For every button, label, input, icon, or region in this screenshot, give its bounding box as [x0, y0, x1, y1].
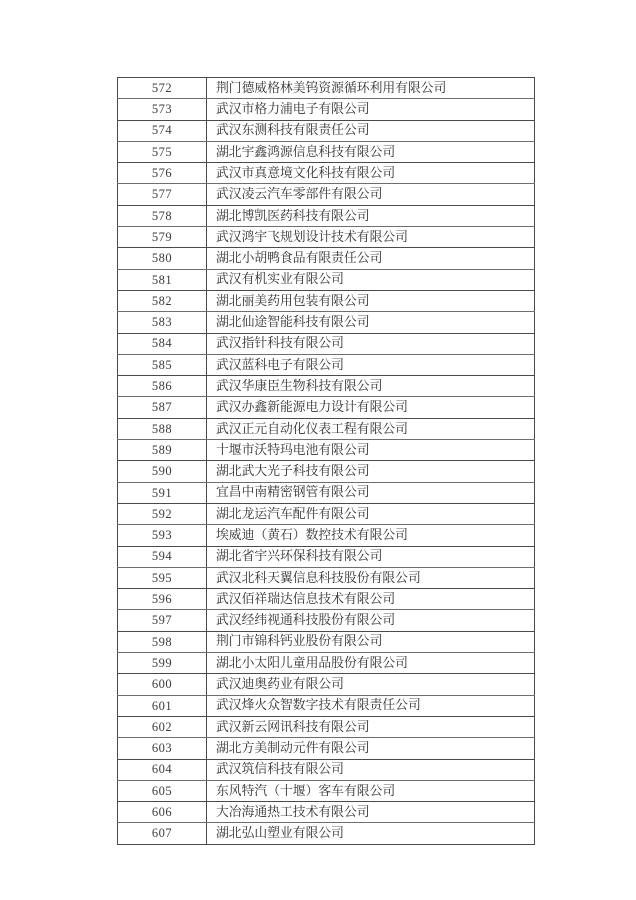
row-number-cell: 593: [118, 525, 207, 546]
company-name-cell: 武汉东测科技有限责任公司: [207, 120, 535, 141]
company-name-cell: 武汉市格力浦电子有限公司: [207, 99, 535, 120]
company-name-cell: 武汉指针科技有限公司: [207, 333, 535, 354]
company-name-cell: 武汉凌云汽车零部件有限公司: [207, 184, 535, 205]
row-number-cell: 584: [118, 333, 207, 354]
row-number-cell: 582: [118, 290, 207, 311]
row-number-cell: 587: [118, 397, 207, 418]
row-number-cell: 592: [118, 503, 207, 524]
row-number-cell: 607: [118, 823, 207, 844]
table-row: [118, 418, 535, 439]
company-name-cell: 武汉有机实业有限公司: [207, 269, 535, 290]
table-row: [118, 695, 535, 716]
row-number-cell: 606: [118, 802, 207, 823]
table-row: [118, 376, 535, 397]
table-row: [118, 802, 535, 823]
row-number-cell: 591: [118, 482, 207, 503]
row-number-cell: 603: [118, 738, 207, 759]
row-number-cell: 604: [118, 759, 207, 780]
company-name-cell: 武汉华康臣生物科技有限公司: [207, 376, 535, 397]
row-number-cell: 595: [118, 567, 207, 588]
row-number-cell: 597: [118, 610, 207, 631]
table-row: [118, 589, 535, 610]
company-name-cell: 荆门德威格林美钨资源循环利用有限公司: [207, 78, 535, 99]
table-row: [118, 653, 535, 674]
row-number-cell: 590: [118, 461, 207, 482]
row-number-cell: 576: [118, 163, 207, 184]
row-number-cell: 589: [118, 440, 207, 461]
company-name-cell: 湖北方美制动元件有限公司: [207, 738, 535, 759]
company-name-cell: 湖北弘山塑业有限公司: [207, 823, 535, 844]
table-row: [118, 674, 535, 695]
company-name-cell: 武汉佰祥瑞达信息技术有限公司: [207, 589, 535, 610]
table-row: [118, 631, 535, 652]
row-number-cell: 598: [118, 631, 207, 652]
table-row: [118, 546, 535, 567]
table-row: [118, 269, 535, 290]
table-row: [118, 141, 535, 162]
row-number-cell: 588: [118, 418, 207, 439]
table-row: [118, 227, 535, 248]
company-name-cell: 武汉北科天翼信息科技股份有限公司: [207, 567, 535, 588]
row-number-cell: 575: [118, 141, 207, 162]
table-row: [118, 248, 535, 269]
table-row: [118, 823, 535, 844]
company-name-cell: 东风特汽（十堰）客车有限公司: [207, 780, 535, 801]
table-row: [118, 78, 535, 99]
row-number-cell: 579: [118, 227, 207, 248]
company-name-cell: 湖北小太阳儿童用品股份有限公司: [207, 653, 535, 674]
company-name-cell: 埃威迪（黄石）数控技术有限公司: [207, 525, 535, 546]
row-number-cell: 574: [118, 120, 207, 141]
company-name-cell: 宜昌中南精密钢管有限公司: [207, 482, 535, 503]
row-number-cell: 594: [118, 546, 207, 567]
table-row: [118, 440, 535, 461]
row-number-cell: 599: [118, 653, 207, 674]
table-row: [118, 525, 535, 546]
table-row: [118, 120, 535, 141]
table-row: [118, 312, 535, 333]
row-number-cell: 601: [118, 695, 207, 716]
table-row: [118, 482, 535, 503]
company-name-cell: 武汉蓝科电子有限公司: [207, 354, 535, 375]
row-number-cell: 578: [118, 205, 207, 226]
company-name-cell: 武汉筑信科技有限公司: [207, 759, 535, 780]
row-number-cell: 585: [118, 354, 207, 375]
company-name-cell: 十堰市沃特玛电池有限公司: [207, 440, 535, 461]
company-name-cell: 湖北仙途智能科技有限公司: [207, 312, 535, 333]
company-list-table: [117, 77, 535, 845]
table-row: [118, 780, 535, 801]
row-number-cell: 583: [118, 312, 207, 333]
table-row: [118, 99, 535, 120]
row-number-cell: 580: [118, 248, 207, 269]
table-row: [118, 290, 535, 311]
table-row: [118, 184, 535, 205]
company-name-cell: 武汉新云网讯科技有限公司: [207, 716, 535, 737]
company-name-cell: 湖北省宇兴环保科技有限公司: [207, 546, 535, 567]
table-row: [118, 716, 535, 737]
company-name-cell: 武汉办鑫新能源电力设计有限公司: [207, 397, 535, 418]
table-row: [118, 503, 535, 524]
company-name-cell: 湖北丽美药用包装有限公司: [207, 290, 535, 311]
table-row: [118, 354, 535, 375]
row-number-cell: 600: [118, 674, 207, 695]
table-row: [118, 397, 535, 418]
company-name-cell: 湖北龙运汽车配件有限公司: [207, 503, 535, 524]
company-name-cell: 武汉市真意境文化科技有限公司: [207, 163, 535, 184]
row-number-cell: 572: [118, 78, 207, 99]
table-row: [118, 738, 535, 759]
row-number-cell: 602: [118, 716, 207, 737]
company-name-cell: 武汉经纬视通科技股份有限公司: [207, 610, 535, 631]
company-name-cell: 武汉迪奥药业有限公司: [207, 674, 535, 695]
table-row: [118, 205, 535, 226]
company-name-cell: 武汉正元自动化仪表工程有限公司: [207, 418, 535, 439]
company-name-cell: 湖北宇鑫鸿源信息科技有限公司: [207, 141, 535, 162]
company-name-cell: 大冶海通热工技术有限公司: [207, 802, 535, 823]
table-row: [118, 333, 535, 354]
table-body: [118, 78, 535, 845]
table-row: [118, 567, 535, 588]
company-name-cell: 武汉烽火众智数字技术有限责任公司: [207, 695, 535, 716]
row-number-cell: 581: [118, 269, 207, 290]
company-name-cell: 湖北小胡鸭食品有限责任公司: [207, 248, 535, 269]
company-name-cell: 湖北博凯医药科技有限公司: [207, 205, 535, 226]
row-number-cell: 577: [118, 184, 207, 205]
table-row: [118, 610, 535, 631]
company-name-cell: 湖北武大光子科技有限公司: [207, 461, 535, 482]
company-name-cell: 武汉鸿宇飞规划设计技术有限公司: [207, 227, 535, 248]
table-row: [118, 163, 535, 184]
table-row: [118, 759, 535, 780]
row-number-cell: 573: [118, 99, 207, 120]
row-number-cell: 586: [118, 376, 207, 397]
table-row: [118, 461, 535, 482]
row-number-cell: 605: [118, 780, 207, 801]
company-name-cell: 荆门市锦科钙业股份有限公司: [207, 631, 535, 652]
row-number-cell: 596: [118, 589, 207, 610]
